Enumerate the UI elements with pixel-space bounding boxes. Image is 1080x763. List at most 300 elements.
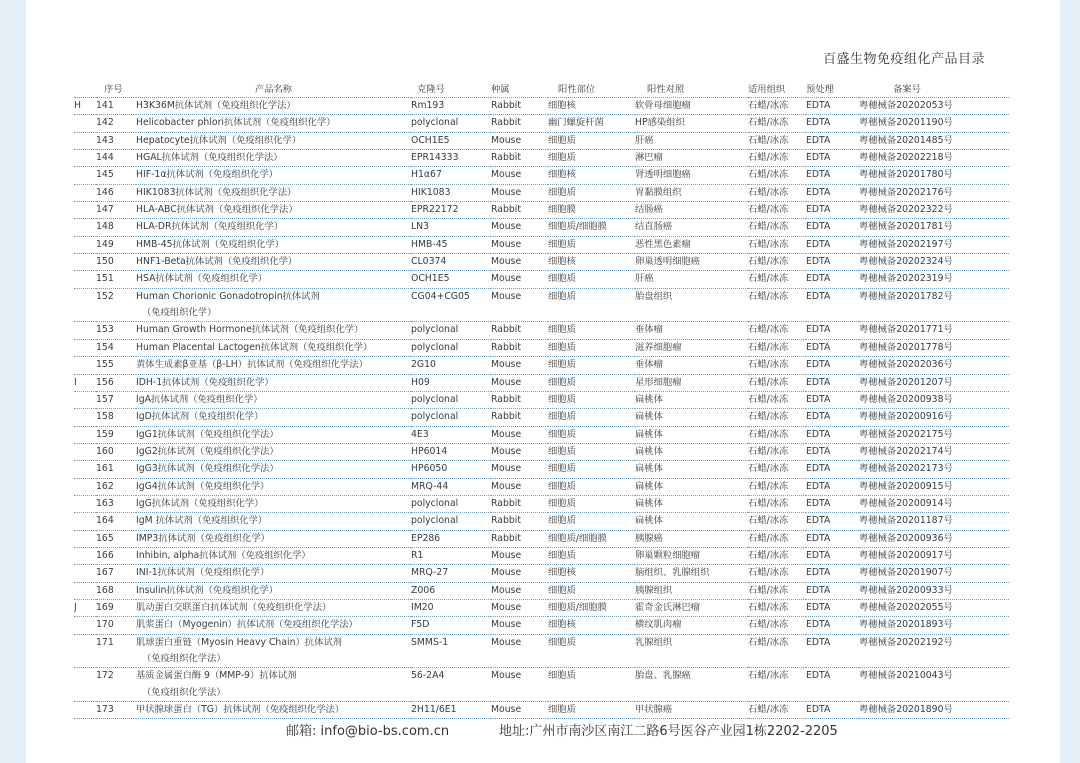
registration-number: 粤穗械备20201207号: [859, 374, 1009, 391]
positive-site: 细胞质: [548, 426, 635, 443]
table-row: [74, 374, 1009, 391]
positive-control: 扁桃体: [635, 478, 748, 495]
pretreatment: EDTA: [806, 409, 859, 426]
product-name-line: 黄体生成素β亚基（β-LH）抗体试剂（免疫组织化学法）: [136, 359, 368, 371]
species: Rabbit: [491, 322, 548, 339]
positive-site: 细胞核: [548, 617, 635, 634]
positive-control: 乳腺组织: [635, 634, 748, 668]
positive-control: 肝癌: [635, 271, 748, 288]
table-row: [74, 617, 1009, 634]
product-name: [136, 443, 411, 460]
row-number: 158: [96, 409, 136, 426]
product-name-line: IgG1抗体试剂（免疫组织化学法）: [136, 428, 279, 440]
clone-id: polyclonal: [411, 339, 491, 356]
species: Rabbit: [491, 530, 548, 547]
table-row: [74, 409, 1009, 426]
column-header-site: 阳性部位: [548, 82, 635, 98]
clone-id: CG04+CG05: [411, 288, 491, 322]
registration-number: 粤穗械备20200914号: [859, 495, 1009, 512]
applicable-tissue: 石蜡/冰冻: [748, 322, 806, 339]
applicable-tissue: 石蜡/冰冻: [748, 254, 806, 271]
clone-id: 4E3: [411, 426, 491, 443]
positive-control: 胎盘组织: [635, 288, 748, 322]
registration-number: 粤穗械备20201907号: [859, 565, 1009, 582]
applicable-tissue: 石蜡/冰冻: [748, 288, 806, 322]
registration-number: 粤穗械备20202173号: [859, 461, 1009, 478]
table-row: [74, 634, 1009, 668]
positive-control: 垂体瘤: [635, 357, 748, 374]
species: Mouse: [491, 668, 548, 702]
positive-control: 垂体瘤: [635, 322, 748, 339]
product-name: [136, 582, 411, 599]
product-name-line: HMB-45抗体试剂（免疫组织化学）: [136, 238, 285, 250]
group-letter: [74, 634, 96, 668]
row-number: 149: [96, 236, 136, 253]
row-number: 171: [96, 634, 136, 668]
clone-id: HP6014: [411, 443, 491, 460]
product-name: [136, 478, 411, 495]
row-number: 144: [96, 150, 136, 167]
positive-control: 肾透明细胞癌: [635, 167, 748, 184]
positive-site: 细胞质: [548, 702, 635, 719]
pretreatment: EDTA: [806, 374, 859, 391]
pretreatment: EDTA: [806, 530, 859, 547]
product-name: [136, 513, 411, 530]
product-name-line: HIK1083抗体试剂（免疫组织化学法）: [136, 186, 297, 198]
group-letter: [74, 288, 96, 322]
applicable-tissue: 石蜡/冰冻: [748, 98, 806, 115]
positive-control: 卵巢透明细胞癌: [635, 254, 748, 271]
footer-address: 地址:广州市南沙区南江二路6号医谷产业园1栋2202-2205: [499, 724, 838, 739]
pretreatment: EDTA: [806, 426, 859, 443]
product-name-line: H3K36M抗体试剂（免疫组织化学法）: [136, 100, 296, 111]
group-letter: [74, 617, 96, 634]
applicable-tissue: 石蜡/冰冻: [748, 547, 806, 564]
product-name-line: IgG3抗体试剂（免疫组织化学法）: [136, 463, 279, 475]
applicable-tissue: 石蜡/冰冻: [748, 184, 806, 201]
product-name: [136, 599, 411, 616]
table-row: [74, 236, 1009, 253]
product-name-line: IgM 抗体试剂（免疫组织化学）: [136, 515, 268, 527]
pretreatment: EDTA: [806, 167, 859, 184]
product-name-line: Hepatocyte抗体试剂（免疫组织化学）: [136, 134, 302, 146]
registration-number: 粤穗械备20202174号: [859, 443, 1009, 460]
row-number: 166: [96, 547, 136, 564]
clone-id: H09: [411, 374, 491, 391]
clone-id: polyclonal: [411, 495, 491, 512]
group-letter: [74, 565, 96, 582]
product-name: [136, 150, 411, 167]
registration-number: 粤穗械备20201190号: [859, 115, 1009, 132]
column-header-clone: 克隆号: [411, 82, 491, 98]
group-letter: [74, 115, 96, 132]
registration-number: 粤穗械备20202055号: [859, 599, 1009, 616]
positive-site: 细胞质: [548, 322, 635, 339]
product-name-line-2: （免疫组织化学法）: [142, 686, 226, 698]
applicable-tissue: 石蜡/冰冻: [748, 115, 806, 132]
species: Mouse: [491, 219, 548, 236]
product-name-line: HIF-1α抗体试剂（免疫组织化学）: [136, 169, 279, 181]
product-name-line: IgG抗体试剂（免疫组织化学）: [136, 497, 264, 509]
registration-number: 粤穗械备20210043号: [859, 668, 1009, 702]
clone-id: R1: [411, 547, 491, 564]
positive-site: 细胞质: [548, 339, 635, 356]
group-letter: [74, 426, 96, 443]
product-name: [136, 702, 411, 719]
table-body: [74, 98, 1009, 719]
applicable-tissue: 石蜡/冰冻: [748, 478, 806, 495]
table-row: [74, 219, 1009, 236]
positive-site: 细胞质: [548, 391, 635, 408]
pretreatment: EDTA: [806, 565, 859, 582]
species: Rabbit: [491, 98, 548, 115]
product-name: [136, 98, 411, 115]
registration-number: 粤穗械备20201781号: [859, 219, 1009, 236]
positive-site: 细胞核: [548, 167, 635, 184]
species: Mouse: [491, 634, 548, 668]
column-header-registration: 备案号: [859, 82, 1009, 98]
species: Mouse: [491, 599, 548, 616]
clone-id: EP286: [411, 530, 491, 547]
applicable-tissue: 石蜡/冰冻: [748, 202, 806, 219]
product-name: [136, 219, 411, 236]
applicable-tissue: 石蜡/冰冻: [748, 702, 806, 719]
registration-number: 粤穗械备20201780号: [859, 167, 1009, 184]
product-name-line: INI-1抗体试剂（免疫组织化学）: [136, 567, 270, 579]
pretreatment: EDTA: [806, 322, 859, 339]
species: Mouse: [491, 254, 548, 271]
clone-id: H1α67: [411, 167, 491, 184]
row-number: 163: [96, 495, 136, 512]
table-row: [74, 426, 1009, 443]
positive-site: 幽门螺旋杆菌: [548, 115, 635, 132]
clone-id: OCH1E5: [411, 132, 491, 149]
product-name: [136, 374, 411, 391]
group-letter: [74, 495, 96, 512]
positive-control: 肝癌: [635, 132, 748, 149]
product-name-line: 肌球蛋白重链（Myosin Heavy Chain）抗体试剂: [136, 636, 342, 648]
row-number: 153: [96, 322, 136, 339]
positive-control: 甲状腺癌: [635, 702, 748, 719]
registration-number: 粤穗械备20201485号: [859, 132, 1009, 149]
clone-id: Rm193: [411, 98, 491, 115]
table-row: [74, 339, 1009, 356]
pretreatment: EDTA: [806, 219, 859, 236]
product-name-line: IMP3抗体试剂（免疫组织化学）: [136, 532, 270, 544]
positive-control: 胎盘、乳腺癌: [635, 668, 748, 702]
table-header-row: [74, 82, 1009, 98]
clone-id: F5D: [411, 617, 491, 634]
product-name: [136, 426, 411, 443]
positive-control: 胰腺癌: [635, 530, 748, 547]
clone-id: EPR14333: [411, 150, 491, 167]
clone-id: IM20: [411, 599, 491, 616]
column-header-group: [74, 82, 96, 98]
clone-id: CL0374: [411, 254, 491, 271]
product-name-line: IgG4抗体试剂（免疫组织化学）: [136, 480, 270, 492]
row-number: 167: [96, 565, 136, 582]
positive-control: 胰腺组织: [635, 582, 748, 599]
row-number: 143: [96, 132, 136, 149]
product-name: [136, 132, 411, 149]
clone-id: polyclonal: [411, 513, 491, 530]
clone-id: OCH1E5: [411, 271, 491, 288]
product-name: [136, 115, 411, 132]
pretreatment: EDTA: [806, 582, 859, 599]
positive-site: 细胞质: [548, 634, 635, 668]
pretreatment: EDTA: [806, 357, 859, 374]
product-name: [136, 167, 411, 184]
table-row: [74, 167, 1009, 184]
group-letter: [74, 461, 96, 478]
row-number: 159: [96, 426, 136, 443]
table-row: [74, 443, 1009, 460]
positive-site: 细胞核: [548, 254, 635, 271]
group-letter: [74, 582, 96, 599]
positive-site: 细胞质: [548, 236, 635, 253]
row-number: 150: [96, 254, 136, 271]
species: Rabbit: [491, 495, 548, 512]
table-row: [74, 184, 1009, 201]
species: Mouse: [491, 236, 548, 253]
species: Rabbit: [491, 391, 548, 408]
group-letter: [74, 339, 96, 356]
group-letter: [74, 254, 96, 271]
positive-site: 细胞膜: [548, 202, 635, 219]
column-header-name: 产品名称: [136, 82, 411, 98]
row-number: 162: [96, 478, 136, 495]
registration-number: 粤穗械备20202192号: [859, 634, 1009, 668]
positive-site: 细胞质: [548, 132, 635, 149]
clone-id: EPR22172: [411, 202, 491, 219]
table-row: [74, 599, 1009, 616]
registration-number: 粤穗械备20200936号: [859, 530, 1009, 547]
product-name-line: HLA-ABC抗体试剂（免疫组织化学法）: [136, 204, 298, 216]
table-row: [74, 547, 1009, 564]
registration-number: 粤穗械备20202322号: [859, 202, 1009, 219]
applicable-tissue: 石蜡/冰冻: [748, 374, 806, 391]
row-number: 148: [96, 219, 136, 236]
registration-number: 粤穗械备20200933号: [859, 582, 1009, 599]
positive-control: 胃黏膜组织: [635, 184, 748, 201]
positive-control: 扁桃体: [635, 409, 748, 426]
species: Mouse: [491, 357, 548, 374]
product-name-line: 肌动蛋白交联蛋白抗体试剂（免疫组织化学法）: [136, 601, 332, 613]
product-name: [136, 184, 411, 201]
species: Mouse: [491, 271, 548, 288]
table-row: [74, 461, 1009, 478]
positive-control: 扁桃体: [635, 461, 748, 478]
clone-id: LN3: [411, 219, 491, 236]
row-number: 154: [96, 339, 136, 356]
positive-control: 星形细胞瘤: [635, 374, 748, 391]
row-number: 173: [96, 702, 136, 719]
applicable-tissue: 石蜡/冰冻: [748, 236, 806, 253]
table-row: [74, 495, 1009, 512]
row-number: 161: [96, 461, 136, 478]
group-letter: [74, 513, 96, 530]
table-row: [74, 357, 1009, 374]
pretreatment: EDTA: [806, 391, 859, 408]
row-number: 142: [96, 115, 136, 132]
clone-id: polyclonal: [411, 409, 491, 426]
table-row: [74, 668, 1009, 702]
product-name-line: IgG2抗体试剂（免疫组织化学法）: [136, 445, 279, 457]
product-name: [136, 339, 411, 356]
positive-site: 细胞质: [548, 495, 635, 512]
species: Rabbit: [491, 513, 548, 530]
product-name: [136, 617, 411, 634]
positive-control: 恶性黑色素瘤: [635, 236, 748, 253]
product-name-line: IDH-1抗体试剂（免疫组织化学）: [136, 376, 274, 388]
row-number: 155: [96, 357, 136, 374]
row-number: 160: [96, 443, 136, 460]
product-name-line: 甲状腺球蛋白（TG）抗体试剂（免疫组织化学法）: [136, 704, 345, 716]
clone-id: 56-2A4: [411, 668, 491, 702]
applicable-tissue: 石蜡/冰冻: [748, 167, 806, 184]
positive-site: 细胞质: [548, 461, 635, 478]
clone-id: polyclonal: [411, 322, 491, 339]
positive-control: HP感染组织: [635, 115, 748, 132]
species: Mouse: [491, 461, 548, 478]
species: Rabbit: [491, 115, 548, 132]
applicable-tissue: 石蜡/冰冻: [748, 565, 806, 582]
species: Mouse: [491, 132, 548, 149]
product-name-line: Insulin抗体试剂（免疫组织化学）: [136, 584, 278, 596]
row-number: 164: [96, 513, 136, 530]
positive-control: 卵巢颗粒细胞瘤: [635, 547, 748, 564]
pretreatment: EDTA: [806, 478, 859, 495]
row-number: 156: [96, 374, 136, 391]
applicable-tissue: 石蜡/冰冻: [748, 513, 806, 530]
table-row: [74, 513, 1009, 530]
registration-number: 粤穗械备20201890号: [859, 702, 1009, 719]
pretreatment: EDTA: [806, 443, 859, 460]
positive-site: 细胞质: [548, 374, 635, 391]
applicable-tissue: 石蜡/冰冻: [748, 271, 806, 288]
clone-id: polyclonal: [411, 391, 491, 408]
pretreatment: EDTA: [806, 98, 859, 115]
table-row: [74, 202, 1009, 219]
species: Mouse: [491, 374, 548, 391]
species: Rabbit: [491, 339, 548, 356]
positive-control: 扁桃体: [635, 513, 748, 530]
applicable-tissue: 石蜡/冰冻: [748, 409, 806, 426]
column-header-species: 种属: [491, 82, 548, 98]
product-name: [136, 202, 411, 219]
product-name-line: HLA-DR抗体试剂（免疫组织化学）: [136, 221, 284, 233]
row-number: 157: [96, 391, 136, 408]
positive-control: 扁桃体: [635, 495, 748, 512]
clone-id: HIK1083: [411, 184, 491, 201]
product-name: [136, 391, 411, 408]
species: Mouse: [491, 617, 548, 634]
column-header-control: 阳性对照: [635, 82, 748, 98]
registration-number: 粤穗械备20202175号: [859, 426, 1009, 443]
product-name: [136, 461, 411, 478]
registration-number: 粤穗械备20202218号: [859, 150, 1009, 167]
product-name-line: HSA抗体试剂（免疫组织化学）: [136, 273, 267, 285]
species: Mouse: [491, 478, 548, 495]
product-name-line: Helicobacter phlori抗体试剂（免疫组织化学）: [136, 117, 336, 129]
pretreatment: EDTA: [806, 236, 859, 253]
group-letter: [74, 547, 96, 564]
clone-id: SMMS-1: [411, 634, 491, 668]
table-row: [74, 391, 1009, 408]
pretreatment: EDTA: [806, 495, 859, 512]
product-name: [136, 668, 411, 702]
row-number: 165: [96, 530, 136, 547]
product-name-line: Inhibin, alpha抗体试剂（免疫组织化学）: [136, 549, 311, 561]
pretreatment: EDTA: [806, 339, 859, 356]
group-letter: [74, 219, 96, 236]
clone-id: HP6050: [411, 461, 491, 478]
group-letter: I: [74, 374, 96, 391]
group-letter: J: [74, 599, 96, 616]
page-title: 百盛生物免疫组化产品目录: [822, 52, 985, 67]
product-name-line: HGAL抗体试剂（免疫组织化学法）: [136, 152, 283, 164]
group-letter: [74, 668, 96, 702]
clone-id: MRQ-44: [411, 478, 491, 495]
column-header-no: 序号: [96, 82, 136, 98]
species: Mouse: [491, 565, 548, 582]
group-letter: [74, 184, 96, 201]
group-letter: [74, 443, 96, 460]
row-number: 151: [96, 271, 136, 288]
product-name: [136, 530, 411, 547]
positive-control: 霍奇金氏淋巴瘤: [635, 599, 748, 616]
registration-number: 粤穗械备20202324号: [859, 254, 1009, 271]
clone-id: 2G10: [411, 357, 491, 374]
positive-site: 细胞质/细胞膜: [548, 599, 635, 616]
registration-number: 粤穗械备20200916号: [859, 409, 1009, 426]
registration-number: 粤穗械备20201778号: [859, 339, 1009, 356]
column-header-pretreatment: 预处理: [806, 82, 859, 98]
registration-number: 粤穗械备20200917号: [859, 547, 1009, 564]
pretreatment: EDTA: [806, 271, 859, 288]
group-letter: [74, 202, 96, 219]
row-number: 141: [96, 98, 136, 115]
positive-site: 细胞质: [548, 478, 635, 495]
row-number: 152: [96, 288, 136, 322]
registration-number: 粤穗械备20202319号: [859, 271, 1009, 288]
product-name: [136, 409, 411, 426]
pretreatment: EDTA: [806, 617, 859, 634]
pretreatment: EDTA: [806, 132, 859, 149]
species: Mouse: [491, 288, 548, 322]
pretreatment: EDTA: [806, 513, 859, 530]
table-row: [74, 582, 1009, 599]
applicable-tissue: 石蜡/冰冻: [748, 495, 806, 512]
product-name-line: 基质金属蛋白酶 9（MMP-9）抗体试剂: [136, 670, 297, 682]
pretreatment: EDTA: [806, 202, 859, 219]
product-name-line: Human Placental Lactogen抗体试剂（免疫组织化学）: [136, 341, 373, 353]
species: Rabbit: [491, 150, 548, 167]
species: Mouse: [491, 702, 548, 719]
positive-control: 横纹肌肉瘤: [635, 617, 748, 634]
positive-site: 细胞质: [548, 184, 635, 201]
positive-control: 淋巴瘤: [635, 150, 748, 167]
positive-site: 细胞质: [548, 409, 635, 426]
table-row: [74, 288, 1009, 322]
table-row: [74, 478, 1009, 495]
row-number: 147: [96, 202, 136, 219]
clone-id: Z006: [411, 582, 491, 599]
row-number: 146: [96, 184, 136, 201]
positive-control: 扁桃体: [635, 443, 748, 460]
pretreatment: EDTA: [806, 668, 859, 702]
applicable-tissue: 石蜡/冰冻: [748, 150, 806, 167]
